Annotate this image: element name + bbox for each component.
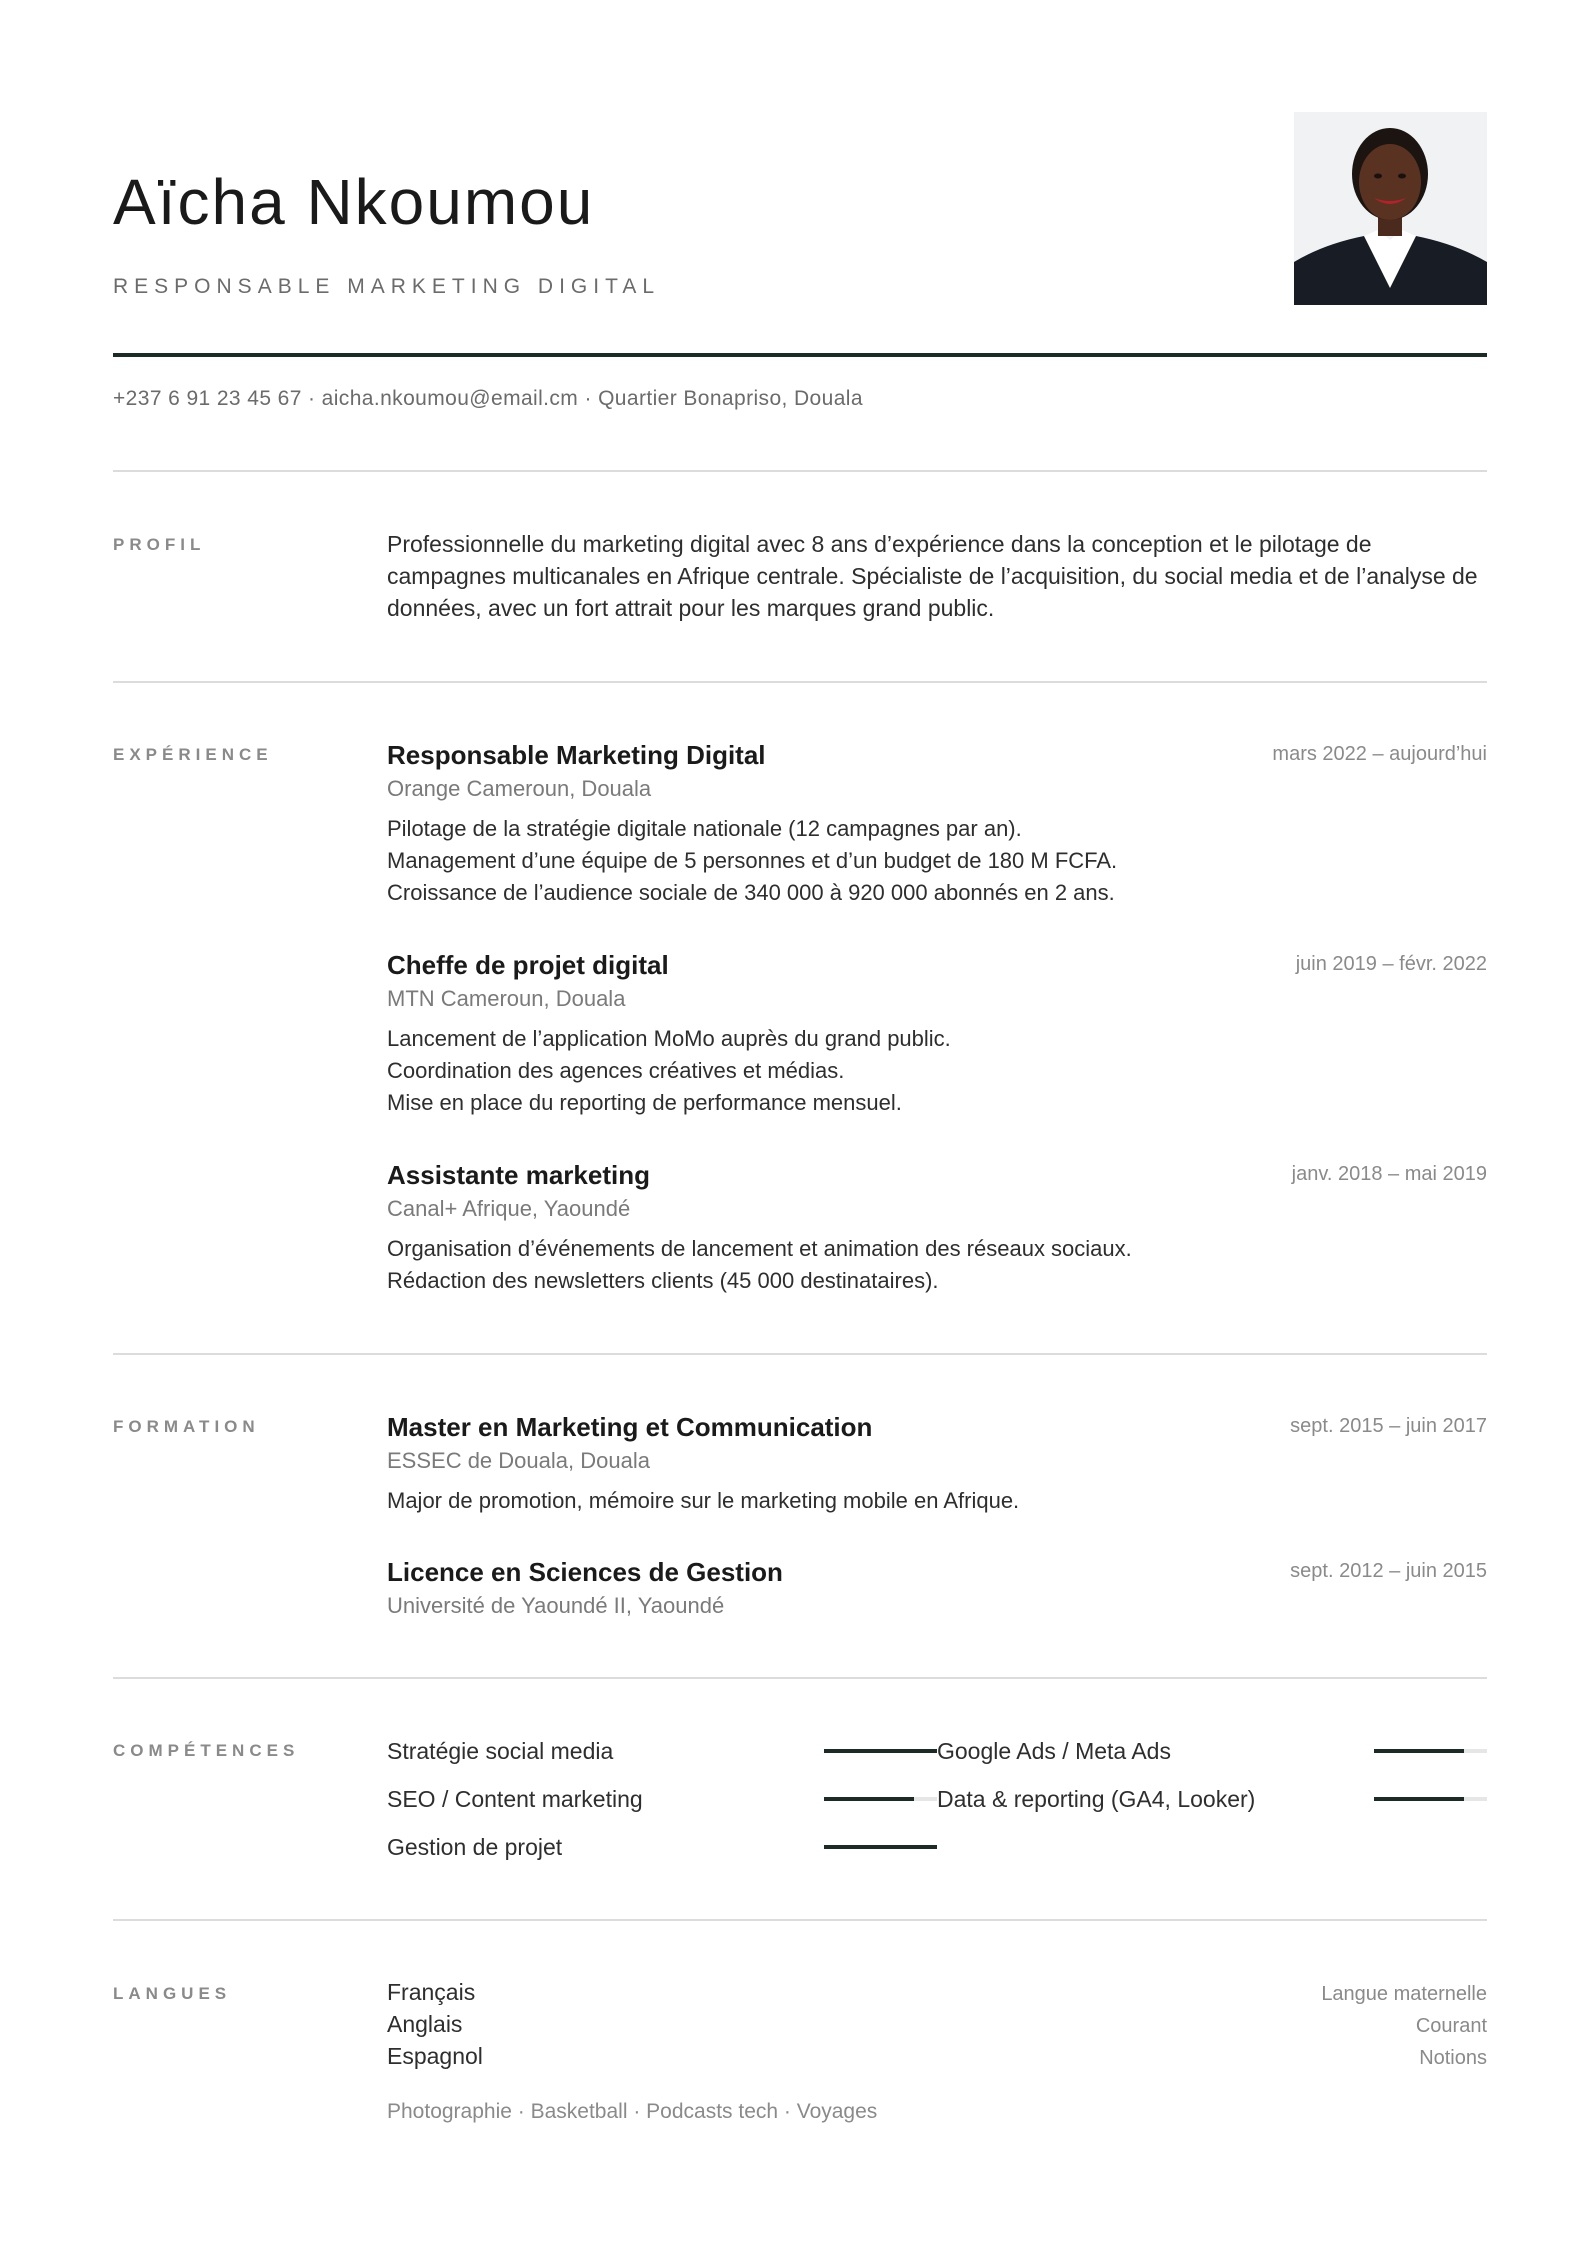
resume-page bbox=[113, 0, 1487, 2123]
skill-level-bar bbox=[1374, 1749, 1487, 1753]
experience-entry bbox=[387, 949, 1487, 1119]
entry-title: Responsable Marketing Digital bbox=[387, 740, 766, 770]
portrait-image bbox=[1294, 112, 1487, 305]
experience-entry bbox=[387, 739, 1487, 909]
language-level: Langue maternelle bbox=[1321, 1983, 1487, 2005]
section-divider bbox=[113, 470, 1487, 472]
profile-summary: Professionnelle du marketing digital avec 8 ans d’expérience dans la conception et le pilotage de campagnes multicanales en Afrique centrale. Spécialiste de l’acquisition, du social media et de l’analyse de données, avec un fort attrait pour les marques grand public. bbox=[387, 531, 1478, 621]
description-line: Croissance de l’audience sociale de 340 000 à 920 000 abonnés en 2 ans. bbox=[387, 880, 1115, 905]
person-name: Aïcha Nkoumou bbox=[113, 166, 595, 238]
hobbies-line: Photographie · Basketball · Podcasts tech · Voyages bbox=[387, 2100, 878, 2123]
language-item bbox=[387, 2008, 1487, 2040]
description-line: Major de promotion, mémoire sur le marketing mobile en Afrique. bbox=[387, 1488, 1020, 1513]
education-entry bbox=[387, 1411, 1487, 1517]
entry-date: janv. 2018 – mai 2019 bbox=[1291, 1163, 1487, 1185]
description-line: Rédaction des newsletters clients (45 000 destinataires). bbox=[387, 1268, 939, 1293]
skill-level-fill bbox=[824, 1797, 914, 1801]
entry-date: sept. 2015 – juin 2017 bbox=[1290, 1415, 1487, 1437]
section-label-profile: PROFIL bbox=[113, 535, 206, 554]
language-item bbox=[387, 2040, 1487, 2072]
entry-title: Master en Marketing et Communication bbox=[387, 1412, 873, 1442]
entry-date: mars 2022 – aujourd’hui bbox=[1272, 743, 1487, 765]
contact-line: +237 6 91 23 45 67 · aicha.nkoumou@email.cm · Quartier Bonapriso, Douala bbox=[113, 387, 863, 410]
skill-level-bar bbox=[824, 1845, 937, 1849]
education-entry bbox=[387, 1556, 1487, 1622]
section-label-experience: EXPÉRIENCE bbox=[113, 745, 273, 764]
skill-item bbox=[387, 1735, 937, 1767]
language-level: Courant bbox=[1415, 2015, 1487, 2037]
header-divider bbox=[113, 353, 1487, 357]
skill-name: Gestion de projet bbox=[387, 1834, 563, 1860]
entry-organization: ESSEC de Douala, Douala bbox=[387, 1448, 650, 1473]
description-line: Coordination des agences créatives et médias. bbox=[387, 1058, 845, 1083]
skill-level-fill bbox=[1374, 1797, 1464, 1801]
skill-name: Stratégie social media bbox=[387, 1738, 614, 1764]
entry-date: juin 2019 – févr. 2022 bbox=[1295, 953, 1487, 975]
language-name: Espagnol bbox=[387, 2043, 483, 2069]
skill-item bbox=[937, 1735, 1487, 1767]
section-divider bbox=[113, 1353, 1487, 1355]
entry-title: Licence en Sciences de Gestion bbox=[387, 1557, 783, 1587]
language-name: Français bbox=[387, 1979, 476, 2005]
skill-name: Data & reporting (GA4, Looker) bbox=[937, 1786, 1256, 1812]
job-title: RESPONSABLE MARKETING DIGITAL bbox=[113, 275, 661, 298]
skill-level-fill bbox=[824, 1845, 937, 1849]
skill-level-bar bbox=[1374, 1797, 1487, 1801]
section-divider bbox=[113, 681, 1487, 683]
entry-organization: MTN Cameroun, Douala bbox=[387, 986, 626, 1011]
section-label-skills: COMPÉTENCES bbox=[113, 1741, 300, 1760]
entry-title: Assistante marketing bbox=[387, 1160, 650, 1190]
skill-item bbox=[387, 1783, 937, 1815]
description-line: Organisation d’événements de lancement et animation des réseaux sociaux. bbox=[387, 1236, 1132, 1261]
section-label-education: FORMATION bbox=[113, 1417, 260, 1436]
skill-item bbox=[937, 1783, 1487, 1815]
skill-name: SEO / Content marketing bbox=[387, 1786, 643, 1812]
profile-photo bbox=[1294, 112, 1487, 305]
experience-entry bbox=[387, 1159, 1487, 1297]
entry-description bbox=[387, 813, 1487, 909]
language-item bbox=[387, 1976, 1487, 2008]
entry-organization: Orange Cameroun, Douala bbox=[387, 776, 652, 801]
description-line: Mise en place du reporting de performance mensuel. bbox=[387, 1090, 902, 1115]
section-divider bbox=[113, 1919, 1487, 1921]
resume-header bbox=[113, 0, 1487, 300]
profile-section bbox=[387, 528, 1487, 624]
description-line: Pilotage de la stratégie digitale nationale (12 campagnes par an). bbox=[387, 816, 1022, 841]
skill-level-fill bbox=[1374, 1749, 1464, 1753]
entry-date: sept. 2012 – juin 2015 bbox=[1290, 1560, 1487, 1582]
skill-item bbox=[387, 1831, 937, 1863]
entry-description bbox=[387, 1485, 1487, 1517]
skill-level-bar bbox=[824, 1749, 937, 1753]
skill-name: Google Ads / Meta Ads bbox=[937, 1738, 1171, 1764]
entry-description bbox=[387, 1023, 1487, 1119]
section-label-languages: LANGUES bbox=[113, 1984, 232, 2003]
language-level: Notions bbox=[1419, 2047, 1487, 2069]
language-name: Anglais bbox=[387, 2011, 463, 2037]
entry-organization: Université de Yaoundé II, Yaoundé bbox=[387, 1593, 725, 1618]
skill-level-bar bbox=[824, 1797, 937, 1801]
description-line: Management d’une équipe de 5 personnes et d’un budget de 180 M FCFA. bbox=[387, 848, 1118, 873]
entry-organization: Canal+ Afrique, Yaoundé bbox=[387, 1196, 631, 1221]
entry-title: Cheffe de projet digital bbox=[387, 950, 669, 980]
description-line: Lancement de l’application MoMo auprès du grand public. bbox=[387, 1026, 951, 1051]
entry-description bbox=[387, 1233, 1487, 1297]
section-divider bbox=[113, 1677, 1487, 1679]
skill-level-fill bbox=[824, 1749, 937, 1753]
